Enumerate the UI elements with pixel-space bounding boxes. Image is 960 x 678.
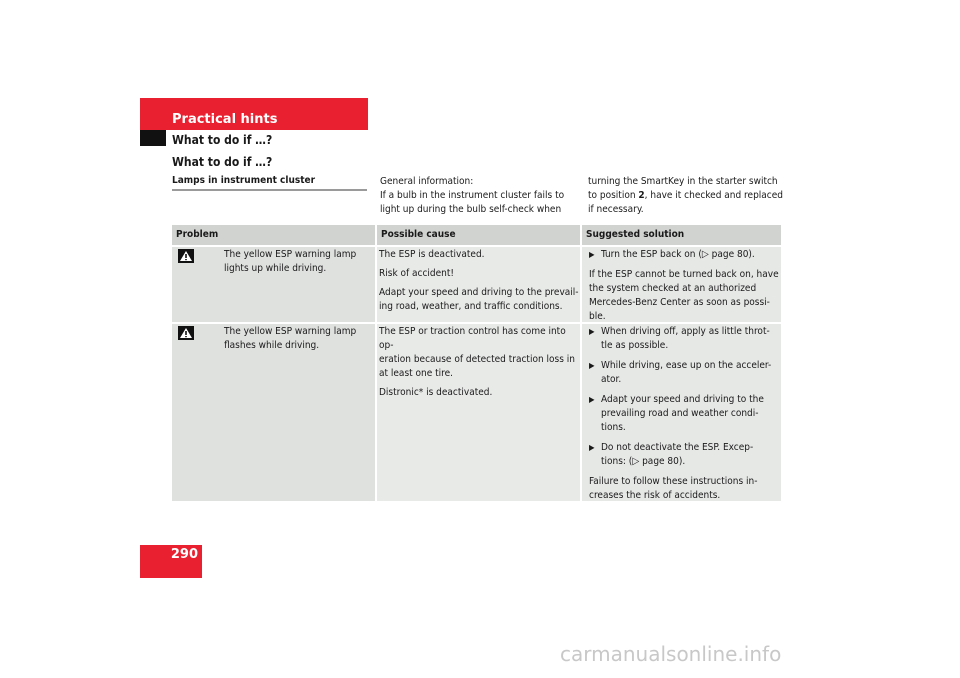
step-line: tions. <box>601 422 626 433</box>
section-rule <box>172 189 367 191</box>
black-tab <box>140 130 166 146</box>
problem-line: The yellow ESP warning lamp <box>224 249 357 260</box>
note-line: Mercedes-Benz Center as soon as possi- <box>589 297 770 308</box>
header-subtitle: What to do if …? <box>172 133 273 147</box>
problem-line: lights up while driving. <box>224 263 327 274</box>
step-text <box>601 325 770 353</box>
solution-step <box>589 441 781 469</box>
triangle-right-bullet-icon: ▶ <box>589 361 595 370</box>
solution-cell <box>589 248 781 324</box>
intro-line: if necessary. <box>588 204 644 215</box>
solution-step <box>589 248 781 262</box>
row-divider <box>172 245 781 247</box>
intro-line: turning the SmartKey in the starter switch <box>588 176 778 187</box>
triangle-right-bullet-icon: ▶ <box>589 443 595 452</box>
solution-step <box>589 359 781 387</box>
step-text <box>601 441 753 469</box>
step-line: Adapt your speed and driving to the <box>601 394 764 405</box>
solution-step <box>589 325 781 353</box>
cause-cell <box>379 325 579 405</box>
header-solution: Suggested solution <box>582 225 781 245</box>
esp-warning-triangle-icon <box>178 326 194 340</box>
cause-line: eration because of detected traction loss in <box>379 354 575 365</box>
cause-paragraph <box>379 325 579 381</box>
problem-line: flashes while driving. <box>224 340 320 351</box>
solution-note <box>589 268 781 324</box>
cause-paragraph <box>379 386 579 400</box>
solution-cell <box>589 325 781 503</box>
cause-line: Adapt your speed and driving to the prevail- <box>379 287 579 298</box>
triangle-right-bullet-icon: ▶ <box>589 395 595 404</box>
note-line: If the ESP cannot be turned back on, have <box>589 269 779 280</box>
step-line: When driving off, apply as little throt- <box>601 326 770 337</box>
step-line: Turn the ESP back on (▷ page 80). <box>601 249 755 260</box>
triangle-right-bullet-icon: ▶ <box>589 250 595 259</box>
page-number: 290 <box>170 547 198 562</box>
note-line: the system checked at an authorized <box>589 283 757 294</box>
step-line: ator. <box>601 374 622 385</box>
header-title: Practical hints <box>172 112 278 127</box>
step-text <box>601 359 771 387</box>
rule-label: Lamps in instrument cluster <box>172 175 316 186</box>
step-text <box>601 393 764 435</box>
cause-paragraph <box>379 286 579 314</box>
cause-line: The ESP is deactivated. <box>379 249 485 260</box>
step-line: While driving, ease up on the acceler- <box>601 360 772 371</box>
cause-line: The ESP or traction control has come into op- <box>379 326 566 351</box>
note-line: creases the risk of accidents. <box>589 490 721 501</box>
step-line: prevailing road and weather condi- <box>601 408 759 419</box>
note-line: Failure to follow these instructions in- <box>589 476 758 487</box>
esp-warning-triangle-icon <box>178 249 194 263</box>
intro-line: General information: <box>380 176 474 187</box>
watermark: carmanualsonline.info <box>560 642 782 666</box>
header-problem: Problem <box>172 225 375 245</box>
cause-line: at least one tire. <box>379 368 454 379</box>
intro-right <box>588 175 788 217</box>
cause-cell <box>379 248 579 319</box>
cause-line: Risk of accident! <box>379 268 455 279</box>
intro-left <box>380 175 580 217</box>
cause-line: ing road, weather, and traffic conditions. <box>379 301 563 312</box>
step-line: tle as possible. <box>601 340 669 351</box>
intro-line: light up during the bulb self-check when <box>380 204 562 215</box>
header-cause: Possible cause <box>377 225 580 245</box>
note-line: ble. <box>589 311 606 322</box>
problem-cell <box>224 325 374 353</box>
troubleshooting-table <box>172 225 781 501</box>
section-title: What to do if …? <box>172 155 273 169</box>
intro-text: , have it checked and replaced <box>644 190 783 201</box>
step-line: tions: (▷ page 80). <box>601 456 686 467</box>
intro-text: to position <box>588 190 639 201</box>
step-line: Do not deactivate the ESP. Excep- <box>601 442 754 453</box>
intro-line <box>588 189 788 203</box>
cause-line: Distronic* is deactivated. <box>379 387 493 398</box>
triangle-right-bullet-icon: ▶ <box>589 327 595 336</box>
cause-paragraph <box>379 267 579 281</box>
intro-line: If a bulb in the instrument cluster fails to <box>380 190 565 201</box>
cause-paragraph <box>379 248 579 262</box>
position-number: 2 <box>638 190 645 201</box>
problem-cell <box>224 248 374 276</box>
solution-note <box>589 475 781 503</box>
problem-line: The yellow ESP warning lamp <box>224 326 357 337</box>
solution-step <box>589 393 781 435</box>
